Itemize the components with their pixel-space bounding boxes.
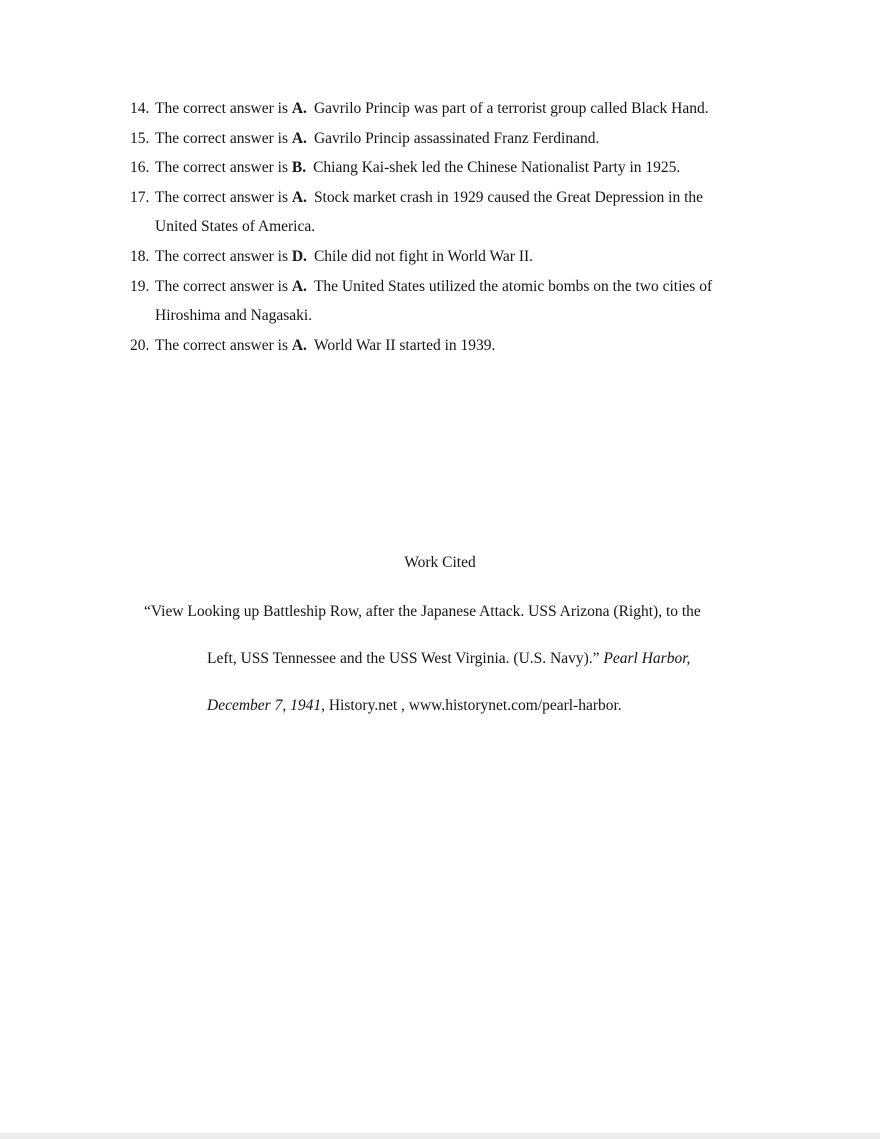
answer-text: Gavrilo Princip assassinated Franz Ferdinand. xyxy=(313,129,600,147)
answer-letter: A. xyxy=(291,100,307,117)
answer-prefix: The correct answer is xyxy=(155,247,288,265)
answer-letter: B. xyxy=(291,159,307,177)
answer-line-19 xyxy=(130,272,880,302)
answer-number: 16. xyxy=(130,159,150,177)
answer-number: 18. xyxy=(130,247,150,265)
citation-line-2 xyxy=(207,635,880,682)
citation-title-italic: Pearl Harbor, xyxy=(603,649,691,667)
answer-line-16 xyxy=(130,153,880,183)
citation-line-3 xyxy=(207,682,880,729)
answer-text: Chiang Kai-shek led the Chinese Nationalist Party in 1925. xyxy=(313,159,681,177)
answer-line-15 xyxy=(130,124,880,154)
answer-line-18 xyxy=(130,242,880,272)
citation-title-italic: December 7, 1941, xyxy=(207,696,325,714)
answer-letter: A. xyxy=(291,336,307,354)
answer-line-19-continuation: Hiroshima and Nagasaki. xyxy=(155,307,313,325)
citation-line-1 xyxy=(144,588,880,635)
answer-line-20 xyxy=(130,331,880,361)
work-cited-heading: Work Cited xyxy=(404,554,476,572)
answer-text: World War II started in 1939. xyxy=(313,336,496,354)
page-bottom-edge xyxy=(0,1133,880,1139)
answer-letter: D. xyxy=(291,247,307,265)
answer-text: Gavrilo Princip was part of a terrorist group called Black Hand. xyxy=(313,100,709,117)
answer-line-14 xyxy=(130,94,880,124)
answer-prefix: The correct answer is xyxy=(155,159,288,177)
answer-prefix: The correct answer is xyxy=(155,277,288,295)
answer-key-list xyxy=(130,94,880,360)
citation xyxy=(130,588,880,729)
answer-number: 15. xyxy=(130,129,150,147)
answer-letter: A. xyxy=(291,277,307,295)
answer-number: 17. xyxy=(130,188,150,206)
citation-segment: History.net , www.historynet.com/pearl-harbor. xyxy=(324,696,622,714)
answer-line-17 xyxy=(130,183,880,213)
answer-line-17-continuation: United States of America. xyxy=(155,218,316,236)
answer-text: Chile did not fight in World War II. xyxy=(313,247,534,265)
answer-letter: A. xyxy=(291,129,307,147)
citation-segment: “View Looking up Battleship Row, after the Japanese Attack. USS Arizona (Right), to the xyxy=(144,602,701,620)
work-cited-section xyxy=(130,548,880,729)
answer-text: Stock market crash in 1929 caused the Great Depression in the xyxy=(313,188,704,206)
answer-prefix: The correct answer is xyxy=(155,188,288,206)
answer-number: 14. xyxy=(130,100,150,117)
answer-number: 20. xyxy=(130,336,150,354)
answer-number: 19. xyxy=(130,277,150,295)
answer-prefix: The correct answer is xyxy=(155,336,288,354)
citation-segment: Left, USS Tennessee and the USS West Virginia. (U.S. Navy).” xyxy=(207,649,604,667)
answer-prefix: The correct answer is xyxy=(155,129,288,147)
answer-text: The United States utilized the atomic bombs on the two cities of xyxy=(313,277,713,295)
answer-prefix: The correct answer is xyxy=(155,100,288,117)
answer-letter: A. xyxy=(291,188,307,206)
